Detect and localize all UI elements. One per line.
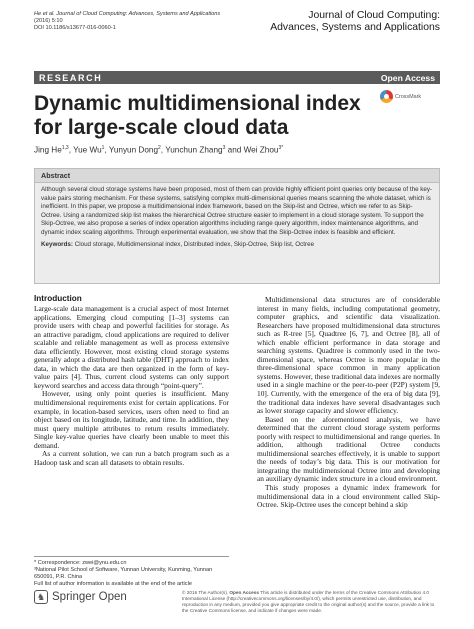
- footnotes: [34, 556, 229, 588]
- section-label: RESEARCH: [39, 72, 103, 83]
- author-affiliation: 1,3: [61, 145, 69, 151]
- body-paragraph: This study proposes a dynamic index framework for multidimensional data in a cloud environment called Skip-Octree. Skip-Octree uses the concept behind a skip: [257, 483, 440, 510]
- doi[interactable]: DOI 10.1186/s13677-016-0060-1: [34, 25, 116, 32]
- left-column: [34, 293, 229, 467]
- keywords-label: Keywords:: [41, 241, 73, 249]
- keywords-text: Cloud storage, Multidimensional index, Distributed index, Skip-Octree, Skip list, Octree: [74, 241, 315, 249]
- open-access-label: Open Access: [380, 72, 435, 83]
- journal-title-line-1: Journal of Cloud Computing:: [308, 10, 440, 21]
- body-paragraph: As a current solution, we can run a batch program such as a Hadoop task and scan all datasets to obtain results.: [34, 449, 229, 467]
- crossmark-icon: [380, 90, 393, 103]
- citation-year: (2016) 5:10: [34, 18, 63, 25]
- abstract-box: [34, 168, 440, 284]
- license-body: This article is distributed under the terms of the Creative Commons Attribution 4.0 International License (http://creativecommons.org/licenses/by/4.0/), which permits unrestricted use, distribution, and reproduction in any medium, provided you give appropriate credit to the original author(s) and the source, provide a link to the Creative Commons license, and indicate if changes were made.: [182, 590, 435, 613]
- keywords: [35, 240, 439, 250]
- journal-title-line-2: Advances, Systems and Applications: [270, 22, 440, 34]
- license-text: [182, 590, 440, 614]
- author-affiliation: 1: [101, 145, 105, 151]
- citation-journal: He et al. Journal of Cloud Computing: Advances, Systems and Applications: [34, 11, 221, 17]
- section-banner: [34, 71, 440, 84]
- author-affiliation: 3: [222, 145, 226, 151]
- affiliation-line: ³National Pilot School of Software, Yunnan University, Kunming, Yunnan: [34, 567, 213, 573]
- body-paragraph: Multidimensional data structures are of considerable interest in many fields, including computational geometry, computer graphics, and scientific data visualization. Researchers have proposed multidimensional data structures such as R-tree [5], Quadtree [6, 7], and Octree [8], all of which enable efficient performance in data storage and searching systems. Quadtree is commonly used in the two-dimensional space, whereas Octree is more popular in the three-dimensional space common in many application systems. However, these traditional data indexes are normally used in a single machine or the peer-to-peer (P2P) system [9, 10]. Currently, with the emergence of the era of big data [9], the traditional data indexes have several disadvantages such as lower storage capacity and slower efficiency.: [257, 295, 440, 416]
- author-list: Jing He$^{1,3}$, Yue Wu$^1$, Yunyun Dong$^2$, Yunchun Zhang$^3$ and Wei Zhou$^{3*}$: [34, 145, 284, 155]
- crossmark-badge[interactable]: [380, 90, 421, 103]
- correspondence[interactable]: * Correspondence: zwei@ynu.edu.cn: [34, 560, 127, 566]
- body-paragraph: Based on the aforementioned analysis, we have determined that the current cloud storage system performs poorly with respect to multidimensional and range queries. In addition, although traditional Octree conducts multidimensional searches effectively, it is unable to support the needs of today’s big data. This is our motivation for integrating the multidimensional Octree into and developing an auxiliary dynamic index structure in a cloud environment.: [257, 414, 440, 484]
- abstract-heading: Abstract: [35, 169, 439, 183]
- crossmark-label: CrossMark: [395, 93, 422, 100]
- author-affiliation: 2: [158, 145, 161, 151]
- author-name[interactable]: Wei Zhou: [243, 145, 279, 155]
- citation-header: [34, 11, 264, 33]
- right-column: [257, 296, 440, 510]
- page-footer: [34, 590, 440, 614]
- affiliation-line: 650091, P.R. China: [34, 574, 83, 580]
- body-paragraph: However, using only point queries is insufficient. Many multidimensional requirements exist for certain applications. For example, in location-based services, users often need to find an object based on its longitude, latitude, and time. In addition, they must query multiple attributes to return results immediately. Single key-value queries have clearly been unable to meet this demand.: [34, 389, 229, 450]
- license-copyright: © 2016 The Author(s).: [182, 590, 230, 595]
- abstract-text: Although several cloud storage systems have been proposed, most of them can provide highly efficient point queries only because of the key-value pairs storing mechanism. For these systems, satisfying complex multi-dimensional queries means scanning the whole dataset, which is inefficient. In this paper, we propose a multidimensional index framework, based on the Skip-list and Octree, which we refer to as Skip-Octree. Using a randomized skip list makes the hierarchical Octree structure easier to implement in a cloud storage system. To support the Skip-Octree, we also propose a series of index operation algorithms including range query algorithm, index maintenance algorithms, and dynamic index scaling algorithms. Through experimental evaluation, we show that the Skip-Octree index is feasible and efficient.: [41, 186, 433, 236]
- author-name[interactable]: Yue Wu: [73, 145, 102, 155]
- springer-open-logo: [34, 590, 174, 604]
- springer-horse-icon: ♞: [34, 590, 48, 604]
- section-heading-introduction: Introduction: [34, 294, 82, 303]
- body-paragraph: Large-scale data management is a crucial aspect of most Internet applications. Emerging cloud computing [1–3] systems can provide users with cheap and powerful facilities for storage. As an attractive paradigm, cloud applications are required to deliver scalable and reliable management as well as process extensive data efficiently. However, most existing cloud storage systems generally adopt a distributed hash table (DHT) approach to index data, in which the data are then organized in the form of key-value pairs [4]. Thus, current cloud systems can only support keyword searches and access data through “point-query”.: [34, 304, 229, 390]
- author-name[interactable]: Yunchun Zhang: [165, 145, 223, 155]
- author-info-note: Full list of author information is available at the end of the article: [34, 581, 192, 587]
- author-affiliation: 3*: [278, 145, 284, 151]
- license-open-access: Open Access: [229, 590, 259, 595]
- journal-title: [240, 10, 440, 35]
- springer-brand: Springer Open: [52, 591, 127, 603]
- author-name[interactable]: Jing He: [34, 145, 62, 155]
- author-name[interactable]: Yunyun Dong: [108, 145, 159, 155]
- article-title: Dynamic multidimensional index for large-scale cloud data: [34, 92, 361, 139]
